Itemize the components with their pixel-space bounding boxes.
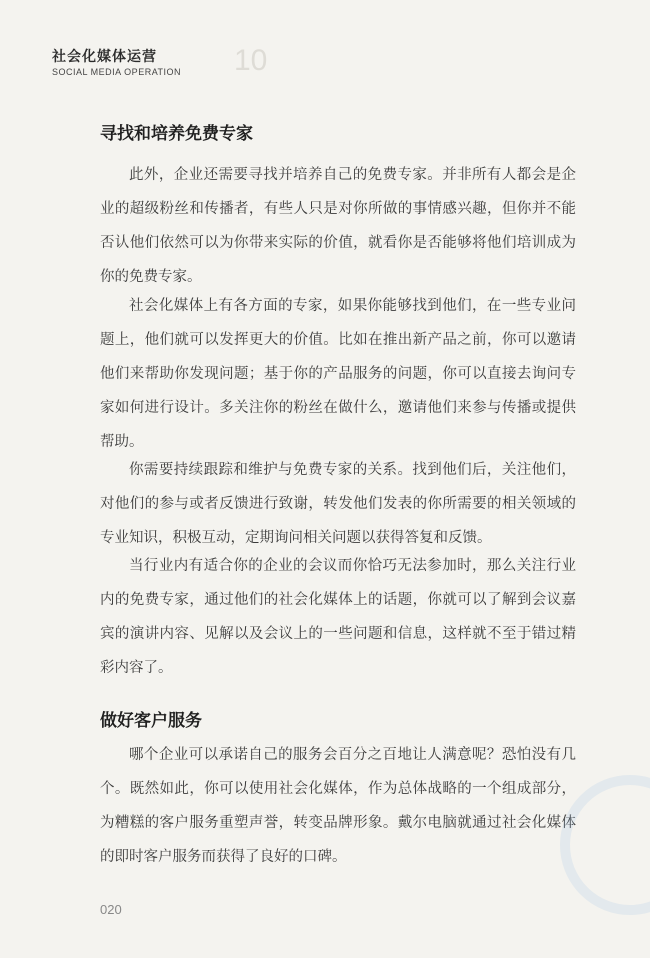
paragraph: 此外，企业还需要寻找并培养自己的免费专家。并非所有人都会是企业的超级粉丝和传播者，有些人只是对你所做的事情感兴趣，但你并不能否认他们依然可以为你带来实际的价值，就看你是否能够将他们培训成为你的免费专家。 — [100, 167, 576, 285]
header-decoration: 10 — [234, 44, 268, 77]
page-number: 020 — [100, 902, 122, 917]
paragraph: 你需要持续跟踪和维护与免费专家的关系。找到他们后，关注他们，对他们的参与或者反馈进行致谢，转发他们发表的你所需要的相关领域的专业知识，积极互动，定期询问相关问题以获得答复和反馈。 — [100, 462, 576, 546]
paragraph: 当行业内有适合你的企业的会议而你恰巧无法参加时，那么关注行业内的免费专家，通过他们的社会化媒体上的话题，你就可以了解到会议嘉宾的演讲内容、见解以及会议上的一些问题和信息，这样就不至于错过精彩内容了。 — [100, 558, 576, 676]
header-subtitle: SOCIAL MEDIA OPERATION — [52, 67, 182, 77]
paragraph: 哪个企业可以承诺自己的服务会百分之百地让人满意呢？恐怕没有几个。既然如此，你可以使用社会化媒体，作为总体战略的一个组成部分，为糟糕的客户服务重塑声誉，转变品牌形象。戴尔电脑就通过社会化媒体的即时客户服务而获得了良好的口碑。 — [100, 747, 576, 865]
paragraph: 社会化媒体上有各方面的专家，如果你能够找到他们，在一些专业问题上，他们就可以发挥更大的价值。比如在推出新产品之前，你可以邀请他们来帮助你发现问题；基于你的产品服务的问题，你可以直接去询问专家如何进行设计。多关注你的粉丝在做什么，邀请他们来参与传播或提供帮助。 — [100, 298, 576, 450]
header-title: 社会化媒体运营 — [52, 49, 157, 65]
section-heading-free-experts: 寻找和培养免费专家 — [100, 124, 253, 144]
running-header — [52, 46, 181, 77]
section-heading-customer-service: 做好客户服务 — [100, 711, 202, 731]
